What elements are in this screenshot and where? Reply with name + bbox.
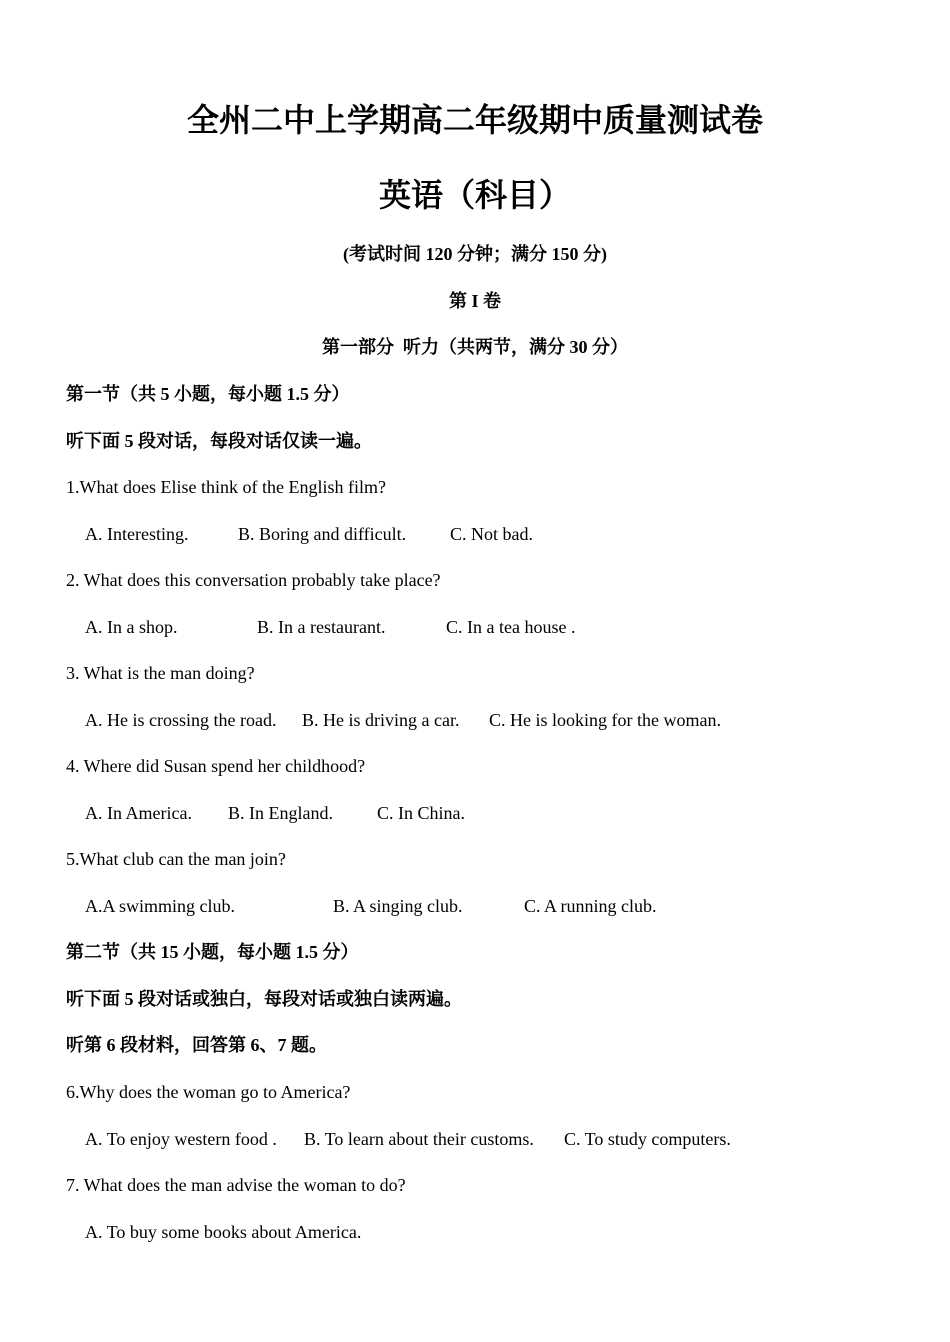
option-a: A. To enjoy western food . xyxy=(85,1129,277,1149)
question-1-options xyxy=(85,522,533,546)
option-a: A. To buy some books about America. xyxy=(85,1222,362,1242)
option-c: C. He is looking for the woman. xyxy=(489,710,721,730)
question-7-options xyxy=(85,1220,361,1244)
option-b: B. Boring and difficult. xyxy=(238,524,407,544)
question-2: 2. What does this conversation probably take place? xyxy=(66,570,441,590)
option-a: A. He is crossing the road. xyxy=(85,710,277,730)
section1-instruction: 听下面 5 段对话，每段对话仅读一遍。 xyxy=(66,431,372,451)
exam-info: (考试时间 120 分钟；满分 150 分) xyxy=(343,244,607,264)
section1-heading: 第一节（共 5 小题，每小题 1.5 分） xyxy=(66,384,350,404)
option-c: C. A running club. xyxy=(524,896,657,916)
option-c: C. In a tea house . xyxy=(446,617,576,637)
question-5: 5.What club can the man join? xyxy=(66,849,286,869)
question-4: 4. Where did Susan spend her childhood? xyxy=(66,756,366,776)
option-a: A.A swimming club. xyxy=(85,896,236,916)
option-b: B. He is driving a car. xyxy=(302,710,460,730)
question-6-options xyxy=(85,1127,731,1151)
option-b: B. A singing club. xyxy=(333,896,463,916)
material-note: 听第 6 段材料，回答第 6、7 题。 xyxy=(66,1035,327,1055)
option-c: C. In China. xyxy=(377,803,465,823)
part1-heading: 第一部分 听力（共两节，满分 30 分） xyxy=(322,337,628,357)
option-a: A. In a shop. xyxy=(85,617,178,637)
option-b: B. In England. xyxy=(228,803,333,823)
question-1: 1.What does Elise think of the English film? xyxy=(66,477,386,497)
question-2-options xyxy=(85,615,575,639)
section2-instruction: 听下面 5 段对话或独白，每段对话或独白读两遍。 xyxy=(66,989,462,1009)
option-c: C. Not bad. xyxy=(450,524,533,544)
option-c: C. To study computers. xyxy=(564,1129,731,1149)
option-b: B. To learn about their customs. xyxy=(304,1129,534,1149)
question-3: 3. What is the man doing? xyxy=(66,663,255,683)
question-3-options xyxy=(85,708,721,732)
option-a: A. Interesting. xyxy=(85,524,189,544)
question-5-options xyxy=(85,894,657,918)
question-4-options xyxy=(85,801,465,825)
section2-heading: 第二节（共 15 小题，每小题 1.5 分） xyxy=(66,942,359,962)
option-a: A. In America. xyxy=(85,803,192,823)
exam-title: 全州二中上学期高二年级期中质量测试卷 xyxy=(186,102,763,138)
question-7: 7. What does the man advise the woman to do? xyxy=(66,1175,406,1195)
volume-label: 第 I 卷 xyxy=(448,291,501,311)
question-6: 6.Why does the woman go to America? xyxy=(66,1082,351,1102)
subject-title: 英语（科目） xyxy=(378,177,571,213)
option-b: B. In a restaurant. xyxy=(257,617,386,637)
